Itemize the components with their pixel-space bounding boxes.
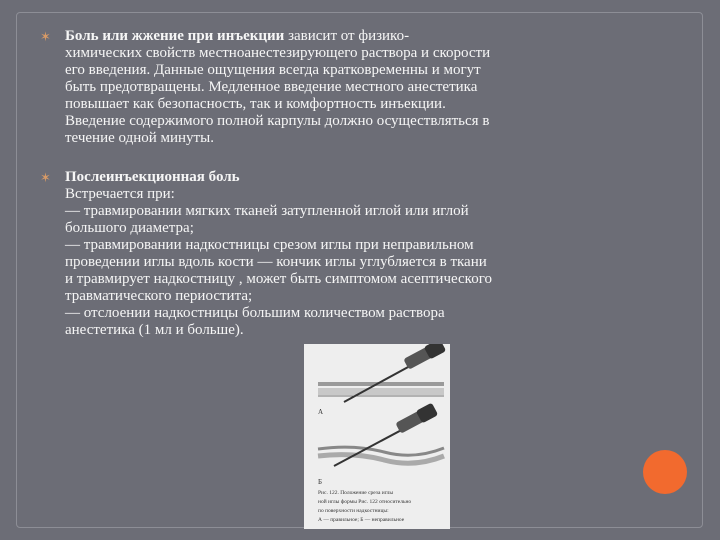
bullet-line: — травмировании мягких тканей затупленной иглой или иглой (65, 203, 469, 219)
bullet-line: течение одной минуты. (65, 130, 214, 146)
bullet-line: быть предотвращены. Медленное введение местного анестетика (65, 79, 478, 95)
bullet-line: повышает как безопасность, так и комфортность инъекции. (65, 96, 446, 112)
figure-caption-line: Рис. 122. Положение среза иглы (318, 490, 394, 496)
bullet-text (65, 28, 620, 147)
bullet-text (65, 169, 620, 339)
bullet-line: — травмировании надкостницы срезом иглы при неправильном (65, 237, 474, 253)
needle-diagram-a (318, 344, 446, 402)
figure-label-a: А (318, 408, 324, 416)
accent-circle (643, 450, 687, 494)
bullet-line: Встречается при: (65, 186, 175, 202)
figure-caption-line: ной иглы формы Рис. 122 относительно (318, 499, 412, 505)
bullet-line: и травмирует надкостницу , может быть симптомом асептического (65, 271, 492, 287)
figure-caption-line: по поверхности надкостницы: (318, 508, 389, 514)
bullet-line: Введение содержимого полной карпулы должно осуществляться в (65, 113, 490, 129)
bullet-line: большого диаметра; (65, 220, 194, 236)
bullet-title: Послеинъекционная боль (65, 169, 240, 185)
bullet-line: Боль или жжение при инъекции зависит от физико- (65, 28, 410, 44)
ring-bullet-icon: ✶ (40, 29, 51, 44)
needle-diagram-b (318, 403, 444, 466)
bullet-line: травматического периостита; (65, 288, 253, 304)
ring-bullet-icon: ✶ (40, 170, 51, 185)
bullet-line: — отслоении надкостницы большим количеством раствора (65, 305, 445, 321)
figure-label-b: Б (318, 478, 323, 486)
bullet-line: химических свойств местноанестезирующего раствора и скорости (65, 45, 491, 61)
figure-caption-line: А — правильное; Б — неправильное (318, 517, 405, 523)
bullet-line: анестетика (1 мл и больше). (65, 322, 244, 338)
bullet-line: проведении иглы вдоль кости — кончик иглы углубляется в ткани (65, 254, 487, 270)
bullet-line: его введения. Данные ощущения всегда кратковременны и могут (65, 62, 481, 78)
needle-illustration (304, 344, 450, 529)
